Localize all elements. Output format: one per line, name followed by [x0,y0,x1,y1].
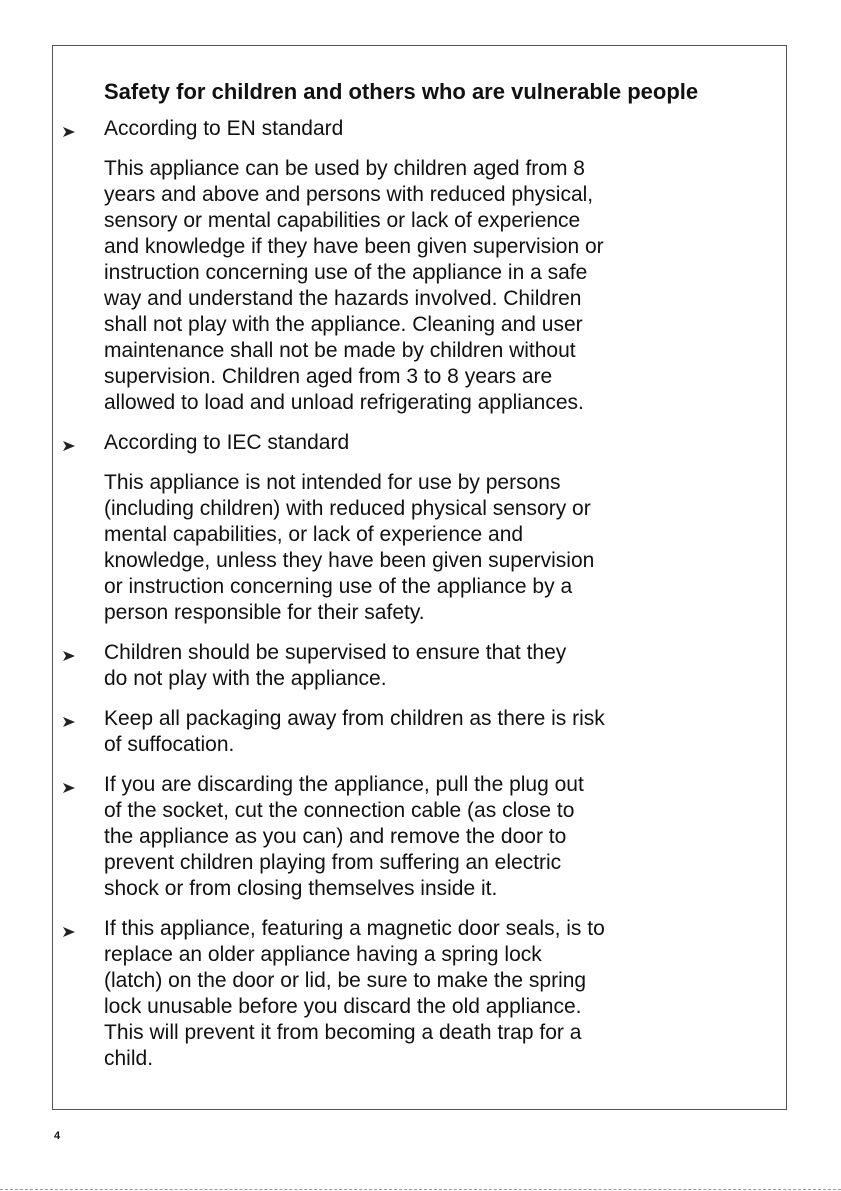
arrowhead-bullet-icon [62,925,76,939]
content [62,116,722,1072]
bullet-text: Keep all packaging away from children as there is risk of suffocation. [104,707,605,756]
section-en-standard [62,116,722,142]
section-paragraph: This appliance can be used by children aged from 8 years and above and persons with reduced physical, sensory or mental capabilities or lack of experience and knowledge if they have been given supervision or instruction concerning use of the appliance in a safe way and understand the hazards involved. Children shall not play with the appliance. Cleaning and user maintenance shall not be made by children without supervision. Children aged from 3 to 8 years are allowed to load and unload refrigerating appliances. [104,157,604,414]
arrowhead-bullet-icon [62,715,76,729]
bullet-text: Children should be supervised to ensure that they do not play with the appliance. [104,641,567,690]
bullet-item [62,916,722,1072]
arrowhead-bullet-icon [62,781,76,795]
bullet-item [62,772,722,902]
page-bottom-rule [0,1189,841,1190]
bullet-text: If this appliance, featuring a magnetic door seals, is to replace an older appliance having a spring lock (latch) on the door or lid, be sure to make the spring lock unusable before you discard the old appliance. This will prevent it from becoming a death trap for a child. [104,917,605,1070]
arrowhead-bullet-icon [62,125,76,139]
section-paragraph: This appliance is not intended for use by persons (including children) with reduced physical sensory or mental capabilities, or lack of experience and knowledge, unless they have been given supervision or instruction concerning use of the appliance by a person responsible for their safety. [104,471,595,624]
arrowhead-bullet-icon [62,439,76,453]
page-title: Safety for children and others who are vulnerable people [104,79,699,104]
bullet-item [62,640,722,692]
section-heading: According to IEC standard [104,431,350,454]
page-number: 4 [54,1130,61,1142]
bullet-text: If you are discarding the appliance, pull the plug out of the socket, cut the connection cable (as close to the appliance as you can) and remove the door to prevent children playing from suffering an electric shock or from closing themselves inside it. [104,773,584,900]
section-iec-standard [62,430,722,456]
arrowhead-bullet-icon [62,649,76,663]
bullet-item [62,706,722,758]
section-heading: According to EN standard [104,117,344,140]
